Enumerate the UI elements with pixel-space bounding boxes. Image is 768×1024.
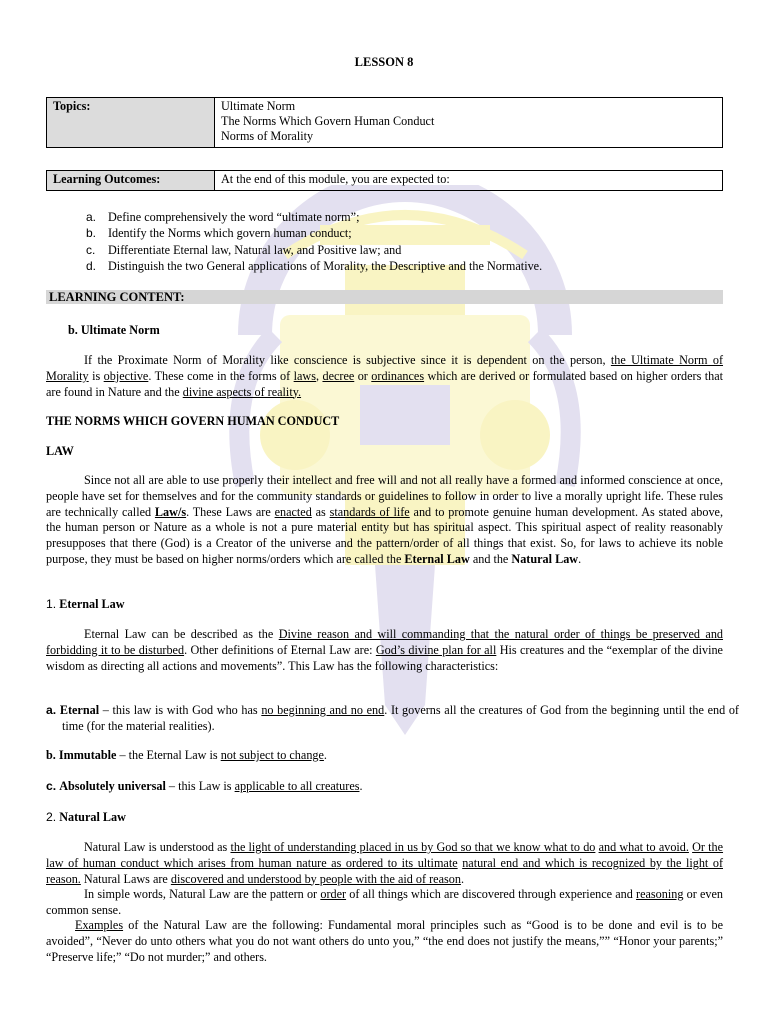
eternal-law-characteristic-a: a. Eternal – this law is with God who has no beginning and no end. It governs all the creatures of God from the beginning until the end of time (for the material realities). xyxy=(46,703,739,733)
outcome-item: d. Distinguish the two General applications of Morality, the Descriptive and the Normative. xyxy=(86,259,543,274)
ultimate-norm-heading: b. Ultimate Norm xyxy=(68,323,160,337)
learning-content-banner: LEARNING CONTENT: xyxy=(46,290,723,304)
learning-outcomes-table xyxy=(46,170,723,191)
outcomes-list xyxy=(86,209,542,275)
natural-law-paragraph-3: Examples of the Natural Law are the following: Fundamental moral principles such as “Good is to be done and evil is to be avoided”, “Never do unto others what you do not want others do unto you,” “the end does not justify the means,”” “Honor your parents;” “Preserve life;” “Do not murder;” and others. xyxy=(46,918,723,964)
topic-item: Norms of Morality xyxy=(221,129,314,143)
learning-outcomes-intro: At the end of this module, you are expected to: xyxy=(215,171,723,191)
outcome-item: c. Differentiate Eternal law, Natural law, and Positive law; and xyxy=(86,242,402,257)
natural-law-paragraph-2: In simple words, Natural Law are the pattern or order of all things which are discovered through experience and reasoning or even common sense. xyxy=(46,887,724,917)
natural-law-paragraph-1: Natural Law is understood as the light of understanding placed in us by God so that we know what to do and what to avoid. Or the law of human conduct which arises from human nature as ordered to its ultimate natural end and which is recognized by the light of reason. Natural Laws are discovered and understood by people with the aid of reason. xyxy=(46,840,724,886)
norms-heading: THE NORMS WHICH GOVERN HUMAN CONDUCT xyxy=(46,414,340,428)
topic-item: Ultimate Norm xyxy=(221,99,296,113)
outcome-item: a. Define comprehensively the word “ultimate norm”; xyxy=(86,210,360,224)
ultimate-norm-paragraph: If the Proximate Norm of Morality like conscience is subjective since it is dependent on the person, the Ultimate Norm of Morality is objective. These come in the forms of laws, decree or ordinances which are derived or formulated based on higher orders that are found in Nature and the divine aspects of reality. xyxy=(46,353,724,399)
natural-law-heading: 2. Natural Law xyxy=(46,810,126,824)
topics-list xyxy=(215,98,723,148)
learning-outcomes-label: Learning Outcomes: xyxy=(47,171,215,191)
topics-label: Topics: xyxy=(47,98,215,148)
topics-table xyxy=(46,97,723,148)
law-paragraph: Since not all are able to use properly their intellect and free will and not all really have a formed and informed conscience at once, people have set for themselves and for the community standards or guidelines to follow in order to live a morally upright life. These rules are technically called Law/s. These Laws are enacted as standards of life and to promote genuine human development. As stated above, the human person or Nature as a whole is not a pure material entity but has spiritual aspect. This spiritual aspect of reality reasonably presupposes that there (God) is a Creator of the universe and the pattern/order of all things that exist. So, for laws to achieve its noble purpose, they must be based on higher norms/orders which are called the Eternal Law and the Natural Law. xyxy=(46,473,724,566)
eternal-law-characteristic-b: b. Immutable – the Eternal Law is not subject to change. xyxy=(46,748,327,762)
eternal-law-characteristic-c: c. Absolutely universal – this Law is applicable to all creatures. xyxy=(46,779,363,793)
law-heading: LAW xyxy=(46,444,74,458)
lesson-title: LESSON 8 xyxy=(354,55,414,69)
eternal-law-paragraph: Eternal Law can be described as the Divine reason and will commanding that the natural order of things be preserved and forbidding it to be disturbed. Other definitions of Eternal Law are: God’s divine plan for all His creatures and the “exemplar of the divine wisdom as directing all actions and movements”. This Law has the following characteristics: xyxy=(46,627,724,673)
topic-item: The Norms Which Govern Human Conduct xyxy=(221,114,435,128)
eternal-law-heading: 1. Eternal Law xyxy=(46,597,125,611)
outcome-item: b. Identify the Norms which govern human conduct; xyxy=(86,226,352,241)
